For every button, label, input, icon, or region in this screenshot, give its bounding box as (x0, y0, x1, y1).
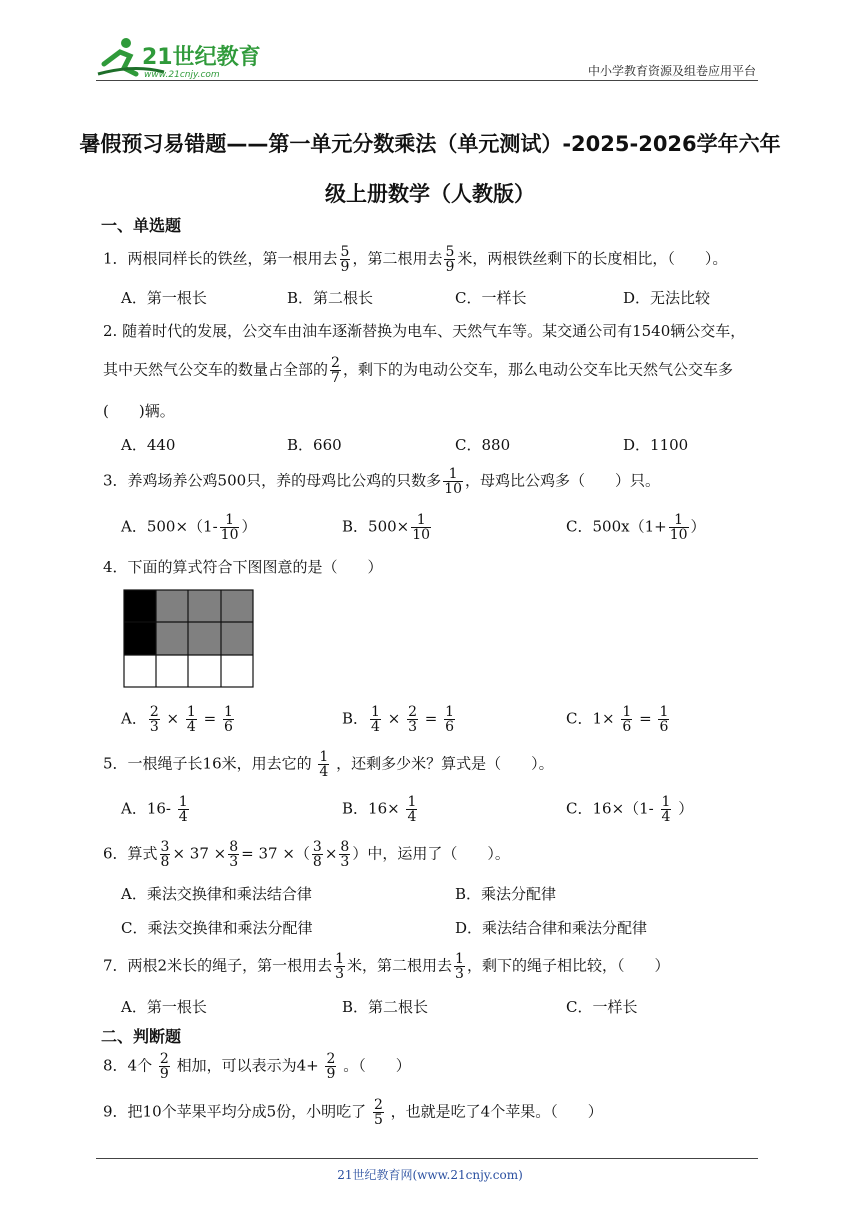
question-2-line1: 2. 随着时代的发展，公交车由油车逐渐替换为电车、天然气车等。某交通公司有1540辆公交车， (103, 322, 746, 340)
question-6: 6．算式 $\frac{3}{8}$ × 37 × $\frac{8}{3}$ = 37 ×（ $\frac{3}{8}$ × $\frac{8}{3}$ ）中，运用了（ ）。 (103, 839, 510, 870)
q2-option-c: C．880 (455, 436, 511, 454)
question-5: 5．一根绳子长16米，用去它的 $\frac{1}{4}$ ，还剩多少米？算式是（ ）。 (103, 749, 554, 780)
fraction: $\frac{1}{10}$ (444, 466, 463, 497)
q5-option-b: B．16× $\frac{1}{4}$ (342, 794, 417, 825)
question-3: 3．养鸡场养公鸡500只，养的母鸡比公鸡的只数多 $\frac{1}{10}$ ，母鸡比公鸡多（ ）只。 (103, 466, 661, 497)
q4-option-b: B． $\frac{1}{4}$ × $\frac{2}{3}$ = $\frac{1}{6}$ (342, 704, 455, 735)
q6-option-c: C．乘法交换律和乘法分配律 (121, 919, 313, 937)
q7-option-c: C．一样长 (566, 998, 638, 1016)
q2-option-b: B．660 (287, 436, 342, 454)
q7-option-b: B．第二根长 (342, 998, 429, 1016)
q2-option-d: D．1100 (623, 436, 689, 454)
q3-option-c: C．500x（1+ $\frac{1}{10}$ ） (566, 512, 706, 543)
svg-text:www.21cnjy.com: www.21cnjy.com (144, 70, 220, 80)
section-heading-single-choice: 一、单选题 (101, 216, 182, 235)
q7-option-a: A．第一根长 (121, 998, 207, 1016)
header-divider (96, 80, 758, 81)
q1-option-d: D．无法比较 (623, 289, 711, 307)
q1-option-a: A．第一根长 (121, 289, 207, 307)
fraction: $\frac{5}{9}$ (445, 244, 455, 275)
q6-option-d: D．乘法结合律和乘法分配律 (455, 919, 648, 937)
fraction: $\frac{2}{7}$ (331, 355, 340, 386)
q3-option-b: B．500× $\frac{1}{10}$ (342, 512, 431, 543)
question-1: 1．两根同样长的铁丝，第一根用去 $\frac{5}{9}$ ，第二根用去 $\frac{5}{9}$ 米，两根铁丝剩下的长度相比，（ ）。 (103, 244, 728, 275)
q4-option-a: A． $\frac{2}{3}$ × $\frac{1}{4}$ = $\frac{1}{6}$ (121, 704, 233, 735)
fraction: $\frac{1}{4}$ (319, 749, 329, 780)
logo (94, 34, 264, 82)
platform-name: 中小学教育资源及组卷应用平台 (587, 64, 756, 78)
q5-option-c: C．16×（1- $\frac{1}{4}$ ） (566, 794, 694, 825)
question-4: 4．下面的算式符合下图图意的是（ ） (103, 558, 383, 576)
question-7: 7．两根2米长的绳子，第一根用去 $\frac{1}{3}$ 米，第二根用去 $\frac{1}{3}$ ，剩下的绳子相比较，（ ） (103, 951, 670, 982)
runner-logo-icon (94, 34, 264, 82)
question-8: 8．4个 $\frac{2}{9}$ 相加，可以表示为4+ $\frac{2}{9}$ 。（ ） (103, 1051, 411, 1082)
q4-option-c: C．1× $\frac{1}{6}$ = $\frac{1}{6}$ (566, 704, 669, 735)
q3-option-a: A．500×（1- $\frac{1}{10}$ ） (121, 512, 257, 543)
question-9: 9．把10个苹果平均分成5份，小明吃了 $\frac{2}{5}$ ，也就是吃了4个苹果。（ ） (103, 1097, 603, 1128)
q6-option-b: B．乘法分配律 (455, 885, 557, 903)
q6-option-a: A．乘法交换律和乘法结合律 (121, 885, 312, 903)
q5-option-a: A．16- $\frac{1}{4}$ (121, 794, 188, 825)
q1-option-c: C．一样长 (455, 289, 527, 307)
question-2-line2: 其中天然气公交车的数量占全部的 $\frac{2}{7}$ ，剩下的为电动公交车，那么电动公交车比天然气公交车多 (103, 355, 733, 386)
footer-text: 21世纪教育网(www.21cnjy.com) (337, 1168, 523, 1182)
question-2-line3: ( )辆。 (103, 402, 175, 420)
q2-option-a: A．440 (121, 436, 176, 454)
footer-divider (96, 1158, 758, 1159)
q1-option-b: B．第二根长 (287, 289, 374, 307)
page-title-line1: 暑假预习易错题——第一单元分数乘法（单元测试）-2025-2026学年六年 (79, 132, 781, 156)
fraction: $\frac{5}{9}$ (340, 244, 350, 275)
page-title-line2: 级上册数学（人教版） (325, 182, 535, 206)
svg-text:21世纪教育: 21世纪教育 (142, 45, 261, 70)
section-heading-true-false: 二、判断题 (101, 1027, 182, 1046)
fraction-grid-figure (123, 589, 255, 693)
